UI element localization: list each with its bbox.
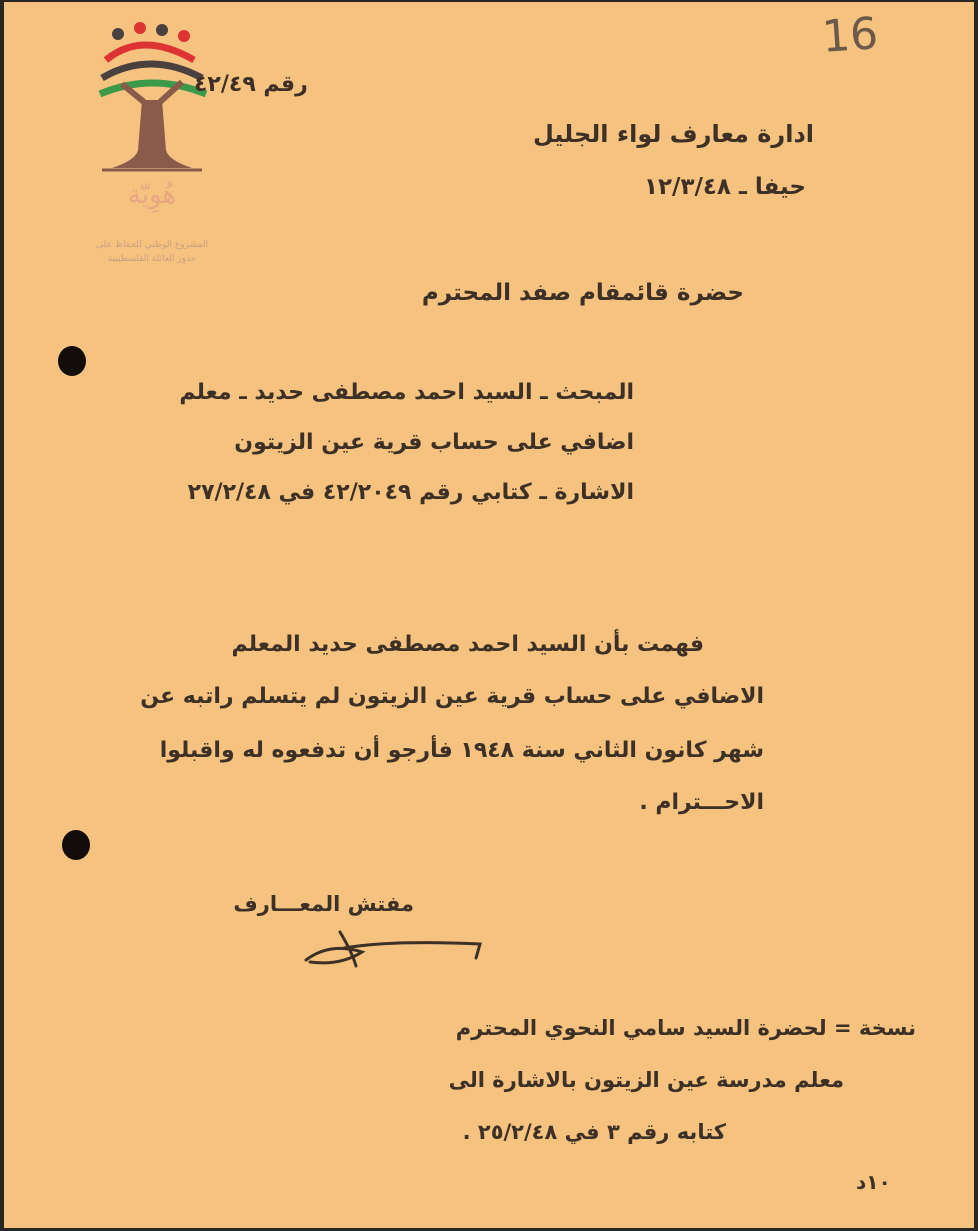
footer-code: ١٠د bbox=[856, 1170, 891, 1194]
handwritten-signature bbox=[300, 922, 490, 972]
family-tree-icon bbox=[82, 20, 222, 180]
copy-line-2: معلم مدرسة عين الزيتون بالاشارة الى bbox=[448, 1068, 844, 1092]
signature-title: مفتش المعـــارف bbox=[233, 892, 414, 916]
handwritten-page-number: 16 bbox=[820, 8, 880, 63]
body-line-2: الاضافي على حساب قرية عين الزيتون لم يتسلم راتبه عن bbox=[140, 684, 764, 709]
department-name: ادارة معارف لواء الجليل bbox=[532, 120, 814, 148]
hawiya-logo bbox=[82, 20, 222, 270]
subject-line-1: المبحث ـ السيد احمد مصطفى حديد ـ معلم bbox=[179, 380, 634, 405]
logo-title: هُوِيّة bbox=[127, 180, 177, 210]
addressee: حضرة قائمقام صفد المحترم bbox=[421, 280, 744, 306]
body-line-1: فهمت بأن السيد احمد مصطفى حديد المعلم bbox=[231, 632, 704, 657]
logo-subtitle-line2: جذور العائلة الفلسطينية bbox=[107, 254, 197, 264]
body-line-4: الاحـــترام . bbox=[639, 790, 764, 815]
body-line-3: شهر كانون الثاني سنة ١٩٤٨ فأرجو أن تدفعوه له واقبلوا bbox=[159, 738, 764, 763]
logo-subtitle-line1: المشروع الوطني للحفاظ على bbox=[95, 240, 208, 250]
copy-line-1: نسخة = لحضرة السيد سامي النحوي المحترم bbox=[455, 1016, 916, 1040]
place-date: حيفا ـ ١٢/٣/٤٨ bbox=[643, 174, 806, 200]
punch-hole-top bbox=[58, 346, 86, 376]
copy-line-3: كتابه رقم ٣ في ٢٥/٢/٤٨ . bbox=[462, 1120, 726, 1144]
punch-hole-bottom bbox=[62, 830, 90, 860]
subject-line-2: اضافي على حساب قرية عين الزيتون bbox=[234, 430, 634, 455]
reference-number: رقم ٤٢/٤٩ bbox=[194, 72, 308, 97]
document-page bbox=[4, 2, 974, 1228]
subject-line-3: الاشارة ـ كتابي رقم ٤٢/٢٠٤٩ في ٢٧/٢/٤٨ bbox=[187, 480, 634, 505]
